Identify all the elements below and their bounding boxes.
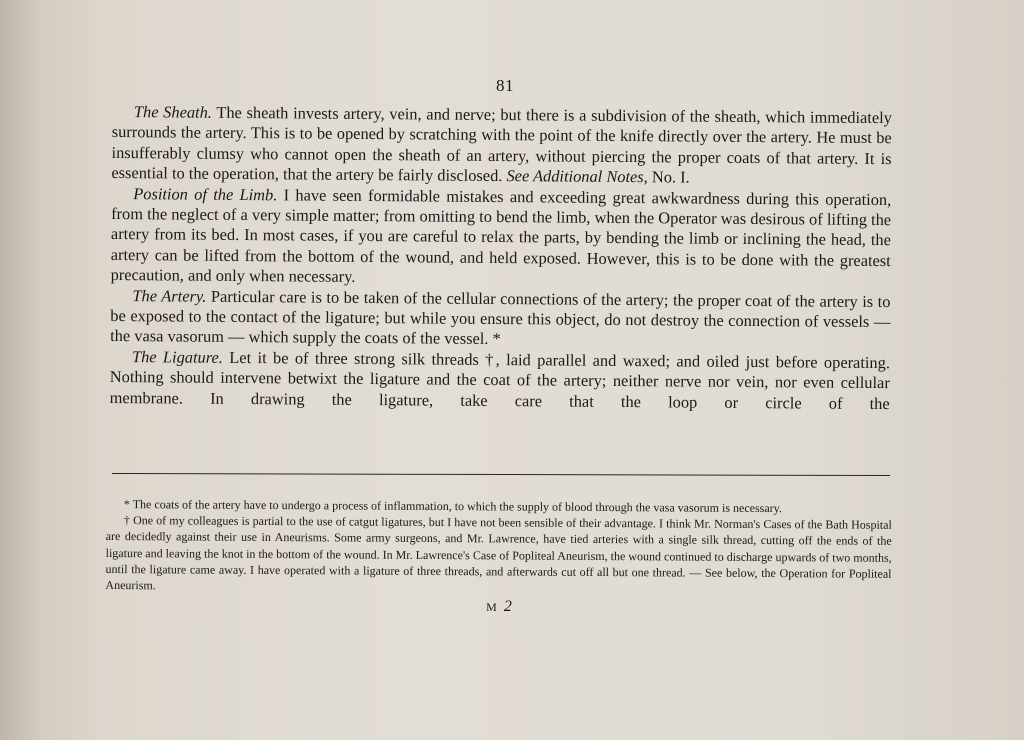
paragraph-text: The sheath invests artery, vein, and nerve; but there is a subdivision of the sheath, which immediately surrounds the artery. This is to be opened by scratching with the point of the knife directly over the artery. He must be insufferably clumsy who cannot open the sheath of an artery, without piercing the proper coats of that artery. It is essential to the operation, that the artery be fairly disclosed. <box>111 102 892 186</box>
paragraph-text: Let it be of three strong silk threads †, laid parallel and waxed; and oiled just before operating. Nothing should intervene betwixt the ligature and the coat of the artery; neither nerve nor vein, nor even cellular membrane. In drawing the ligature, take care that the loop or circle of the <box>109 347 891 413</box>
reference-italic: See Additional Notes, <box>506 166 648 187</box>
paragraph-artery <box>110 286 890 353</box>
paragraph-position <box>111 184 892 292</box>
paragraph-text: I have seen formidable mistakes and exceeding great awkwardness during this operation, from the neglect of a very simple matter; from omitting to bend the limb, when the Operator was desirous of lifting the artery from its bed. In most cases, if you are careful to relax the parts, by bending the limb or inclining the head, the artery can be lifted from the bottom of the wound, and held exposed. However, this is to be done with the greatest precaution, and only when necessary. <box>110 184 892 287</box>
paragraph-heading: The Artery. <box>132 285 207 306</box>
main-text <box>110 102 892 414</box>
paragraph-ligature <box>110 347 890 414</box>
paragraph-heading: The Sheath. <box>133 102 213 122</box>
page-number: 81 <box>496 76 514 95</box>
paragraph-heading: The Ligature. <box>131 347 224 367</box>
paragraph-heading: Position of the Limb. <box>133 183 278 204</box>
signature-number: 2 <box>503 598 514 615</box>
reference-number: No. I. <box>651 167 690 187</box>
footnote-asterisk: * The coats of the artery have to undergo a process of inflammation, to which the supply of blood through the vasa vasorum is necessary. <box>123 497 782 516</box>
paragraph-sheath <box>111 102 892 190</box>
signature-mark <box>0 598 1000 616</box>
paragraph-text: Particular care is to be taken of the cellular connections of the artery; the proper coat of the artery is to be exposed to the contact of the ligature; but while you ensure this object, do not destroy the connection of vessels — the vasa vasorum — which supply the coats of the vessel. * <box>110 286 891 349</box>
footnote-dagger: † One of my colleagues is partial to the use of catgut ligatures, but I have not been sensible of their advantage. I think Mr. Norman's Cases of the Bath Hospital are decidedly against their use in Aneurisms. Some army surgeons, and Mr. Lawrence, have tied arteries with a single silk thread, cutting off the ends of the ligature and leaving the knot in the bottom of the wound. In Mr. Lawrence's Case of Popliteal Aneurism, the wound continued to discharge upwards of two months, until the ligature came away. I have operated with a ligature of three threads, and afterwards cut off all but one thread. — See below, the Operation for Popliteal Aneurism. <box>105 513 892 593</box>
footnotes <box>105 496 892 598</box>
signature-letter: M <box>486 600 499 614</box>
footnote-divider <box>112 473 890 476</box>
